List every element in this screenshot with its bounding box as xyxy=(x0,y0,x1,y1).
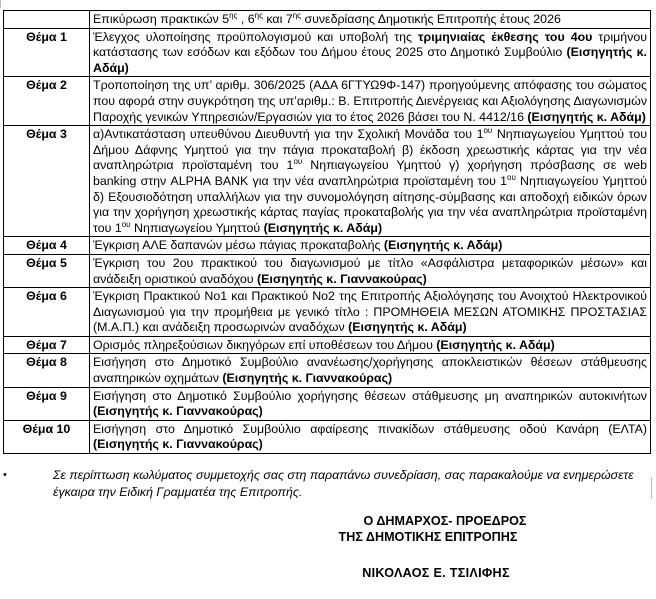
description-bold: τριμηνιαίας έκθεσης του 4ου xyxy=(418,29,593,44)
absence-note-text: Σε περίπτωση κωλύματος συμμετοχής σας στη παραπάνω συνεδρίαση, σας παρακαλούμε να ενημερώσετε έγκαιρα την Ειδική Γραμματέα της Επιτροπής. xyxy=(53,468,634,499)
agenda-row-7 xyxy=(4,336,651,354)
ordinal-superscript: ης xyxy=(292,11,301,20)
description-text: Νηπιαγωγείου Υμηττού δ) Εξουσιοδότηση υπαλλήλων για την συνομολόγηση αίτησης-σύμβασης και αποδοχή ειδικών όρων για την χορήγηση χρεωστικής κάρτας παγίας προκαταβολής για την νέα αναπληρώτρια προϊσταμένη του 1 xyxy=(93,173,647,235)
agenda-description xyxy=(90,354,651,387)
intro-part: Επικύρωση πρακτικών 5 xyxy=(93,12,230,26)
ordinal-superscript: ης xyxy=(229,11,238,20)
agenda-description xyxy=(90,420,651,453)
intro-part: συνεδρίασης Δημοτικής Επιτροπής έτους 2026 xyxy=(301,12,561,26)
agenda-row-5 xyxy=(4,254,651,287)
agenda-number: Θέμα 4 xyxy=(4,237,90,255)
agenda-row-3 xyxy=(4,126,651,237)
page-edge-mark xyxy=(651,477,652,499)
agenda-number: Θέμα 2 xyxy=(4,77,90,126)
rapporteur: (Εισηγητής κ. Αδάμ) xyxy=(348,320,467,335)
absence-note xyxy=(3,467,643,501)
ordinal-superscript: ου xyxy=(121,219,131,229)
description-text: Ορισμός πληρεξούσιων δικηγόρων επί υποθέσεων του Δήμου xyxy=(93,337,437,352)
agenda-description xyxy=(90,288,651,337)
description-text: Έγκριση του 2ου πρακτικού του διαγωνισμού με τίτλο «Ασφάλιστρα μεταφορικών μέσων» και ανάδειξη οριστικού αναδόχου xyxy=(93,255,647,286)
description-text: Νηπιαγωγείου Υμηττού xyxy=(130,220,264,235)
rapporteur: (Εισηγητής κ. Αδάμ) xyxy=(263,220,383,235)
ordinal-superscript: ου xyxy=(293,157,303,167)
agenda-number: Θέμα 7 xyxy=(4,336,90,354)
agenda-row-9 xyxy=(4,387,651,420)
rapporteur: (Εισηγητής κ. Γιαννακούρας) xyxy=(256,271,427,286)
intro-part: , 6 xyxy=(237,12,255,26)
rapporteur: (Εισηγητής κ. Γιαννακούρας) xyxy=(222,371,393,386)
ordinal-superscript: ου xyxy=(507,172,516,182)
agenda-description xyxy=(90,126,651,237)
signature-name: ΝΙΚΟΛΑΟΣ Ε. ΤΣΙΛΙΦΗΣ xyxy=(362,566,510,580)
agenda-number: Θέμα 10 xyxy=(4,420,90,453)
rapporteur: (Εισηγητής κ. Αδάμ) xyxy=(436,337,555,352)
bullet-icon: • xyxy=(3,469,7,481)
description-text: Έγκριση ΑΛΕ δαπανών μέσω πάγιας προκαταβολής xyxy=(93,238,384,253)
description-text: Νηπιαγωγείου Υμηττού του Δήμου Δάφνης Υμηττού για την πάγια προκαταβολή β) έκδοση χρεωστικής κάρτας για την νέα αναπληρώτρια προϊσταμένη του 1 xyxy=(93,127,647,173)
description-text: Εισήγηση στο Δημοτικό Συμβούλιο χορήγησης θέσεων στάθμευσης μη αναπηρικών αυτοκινήτων xyxy=(93,388,647,403)
agenda-number: Θέμα 8 xyxy=(4,354,90,387)
agenda-number-empty xyxy=(4,11,90,29)
description-text: Εισήγηση στο Δημοτικό Συμβούλιο ανανέωσης/χορήγησης αποκλειστικών θέσεων στάθμευσης αναπηρικών οχημάτων xyxy=(93,355,647,386)
agenda-description xyxy=(90,237,651,255)
agenda-number: Θέμα 6 xyxy=(4,288,90,337)
signature-title-line2: ΤΗΣ ΔΗΜΟΤΙΚΗΣ ΕΠΙΤΡΟΠΗΣ xyxy=(338,530,518,544)
ordinal-superscript: ης xyxy=(254,11,263,20)
agenda-description xyxy=(90,77,651,126)
signature-title-line1: Ο ΔΗΜΑΡΧΟΣ- ΠΡΟΕΔΡΟΣ xyxy=(363,514,527,528)
rapporteur: (Εισηγητής κ. Γιαννακούρας) xyxy=(93,404,263,419)
description-text: α)Αντικατάσταση υπευθύνου Διευθυντή για την Σχολική Μονάδα του 1 xyxy=(93,127,484,142)
agenda-row-intro xyxy=(4,11,651,29)
agenda-number: Θέμα 9 xyxy=(4,387,90,420)
description-text: τριμήνου κατάστασης των εσόδων και εξόδων του Δήμου έτους 2025 στο Δημοτικό Συμβούλιο xyxy=(93,29,647,60)
agenda-number: Θέμα 5 xyxy=(4,254,90,287)
agenda-description xyxy=(90,336,651,354)
intro-part: και 7 xyxy=(262,12,293,26)
agenda-intro-text xyxy=(90,11,651,29)
rapporteur: (Εισηγητής κ. Γιαννακούρας) xyxy=(93,437,263,452)
description-text: Τροποποίηση της υπ’ αριθμ. 306/2025 (ΑΔΑ 6ΓΤΥΩ9Φ-147) προηγούμενης απόφασης του σώματος που αφορά στην συγκρότηση της υπ’αριθμ.: Β. Επιτροπής Διενέργειας και Αξιολόγησης Διαγωνισμών Παροχής γενικών Υπηρεσιών/Εργασιών για το έτος 2026 βάσει του Ν. 4412/16 xyxy=(93,78,648,124)
rapporteur: (Εισηγητής κ. Αδάμ) xyxy=(383,238,503,253)
agenda-row-1 xyxy=(4,28,651,77)
rapporteur: (Εισηγητής κ. Αδάμ) xyxy=(527,109,646,124)
agenda-row-2 xyxy=(4,77,651,126)
rapporteur: (Εισηγητής κ. Αδάμ) xyxy=(93,45,647,75)
ordinal-superscript: ου xyxy=(483,126,493,136)
description-text: Εισήγηση στο Δημοτικό Συμβούλιο αφαίρεσης πινακίδων στάθμευσης οδού Κανάρη (ΕΛΤΑ) xyxy=(93,421,647,436)
agenda-description xyxy=(90,28,651,77)
agenda-row-8 xyxy=(4,354,651,387)
agenda-number: Θέμα 3 xyxy=(4,126,90,237)
agenda-row-10 xyxy=(4,420,651,453)
page-edge xyxy=(0,0,4,8)
agenda-row-4 xyxy=(4,237,651,255)
agenda-table xyxy=(3,10,651,454)
agenda-description xyxy=(90,254,651,287)
description-text: Έγκριση Πρακτικού Νο1 και Πρακτικού Νο2 της Επιτροπής Αξιολόγησης του Ανοιχτού Ηλεκτρονικού Διαγωνισμού για την προμήθεια με γενικό τίτλο : ΠΡΟΜΗΘΕΙΑ ΜΕΣΩΝ ΑΤΟΜΙΚΗΣ ΠΡΟΣΤΑΣΙΑΣ (Μ.Α.Π.) και ανάδειξη προσωρινών αναδόχων xyxy=(93,289,647,335)
description-text: Νηπιαγωγείου Υμηττού γ) χορήγηση πρόσβασης σε web banking στην ALPHA BANK για την νέα αναπληρώτρια προϊσταμένη του 1 xyxy=(93,158,647,188)
agenda-row-6 xyxy=(4,288,651,337)
agenda-number: Θέμα 1 xyxy=(4,28,90,77)
description-text: Έλεγχος υλοποίησης προϋπολογισμού και υποβολή της xyxy=(93,29,418,44)
agenda-description xyxy=(90,387,651,420)
